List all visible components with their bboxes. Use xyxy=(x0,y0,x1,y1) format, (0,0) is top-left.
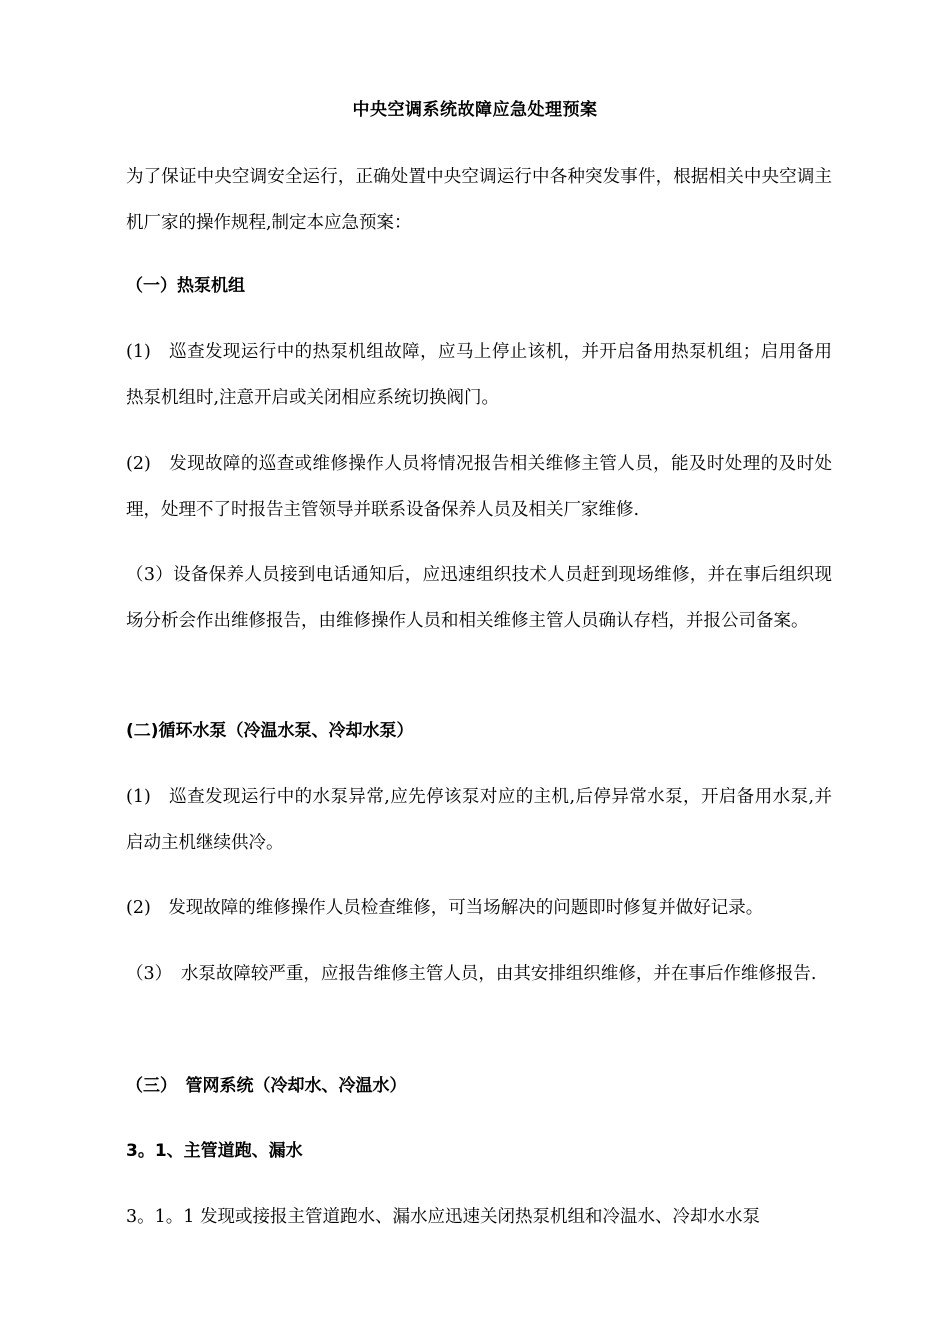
section-1-item-3: （3）设备保养人员接到电话通知后，应迅速组织技术人员赶到现场维修，并在事后组织现场分析会作出维修报告，由维修操作人员和相关维修主管人员确认存档，并报公司备案。 xyxy=(126,565,832,631)
section-2-item-1: (1) 巡查发现运行中的水泵异常,应先停该泵对应的主机,后停异常水泵，开启备用水泵,并启动主机继续供冷。 xyxy=(126,787,832,853)
section-3-heading: （三） 管网系统（冷却水、冷温水） xyxy=(126,1076,407,1096)
section-1-item-2: (2) 发现故障的巡查或维修操作人员将情况报告相关维修主管人员，能及时处理的及时处理，处理不了时报告主管领导并联系设备保养人员及相关厂家维修. xyxy=(126,454,832,520)
section-3-item-1: 3。1。1 发现或接报主管道跑水、漏水应迅速关闭热泵机组和冷温水、冷却水水泵 xyxy=(126,1207,760,1227)
document-title: 中央空调系统故障应急处理预案 xyxy=(352,100,598,120)
section-1-heading: （一）热泵机组 xyxy=(126,276,245,296)
section-2-item-2: (2) 发现故障的维修操作人员检查维修，可当场解决的问题即时修复并做好记录。 xyxy=(126,898,764,918)
section-2-heading: (二)循环水泵（冷温水泵、冷却水泵） xyxy=(126,721,414,741)
section-2-item-3: （3） 水泵故障较严重，应报告维修主管人员，由其安排组织维修，并在事后作维修报告. xyxy=(126,964,817,984)
intro-paragraph: 为了保证中央空调安全运行，正确处置中央空调运行中各种突发事件，根据相关中央空调主机厂家的操作规程,制定本应急预案： xyxy=(126,167,832,233)
section-3-subheading: 3。1、主管道跑、漏水 xyxy=(126,1141,303,1161)
section-1-item-1: (1) 巡查发现运行中的热泵机组故障，应马上停止该机，并开启备用热泵机组；启用备用热泵机组时,注意开启或关闭相应系统切换阀门。 xyxy=(126,342,832,408)
